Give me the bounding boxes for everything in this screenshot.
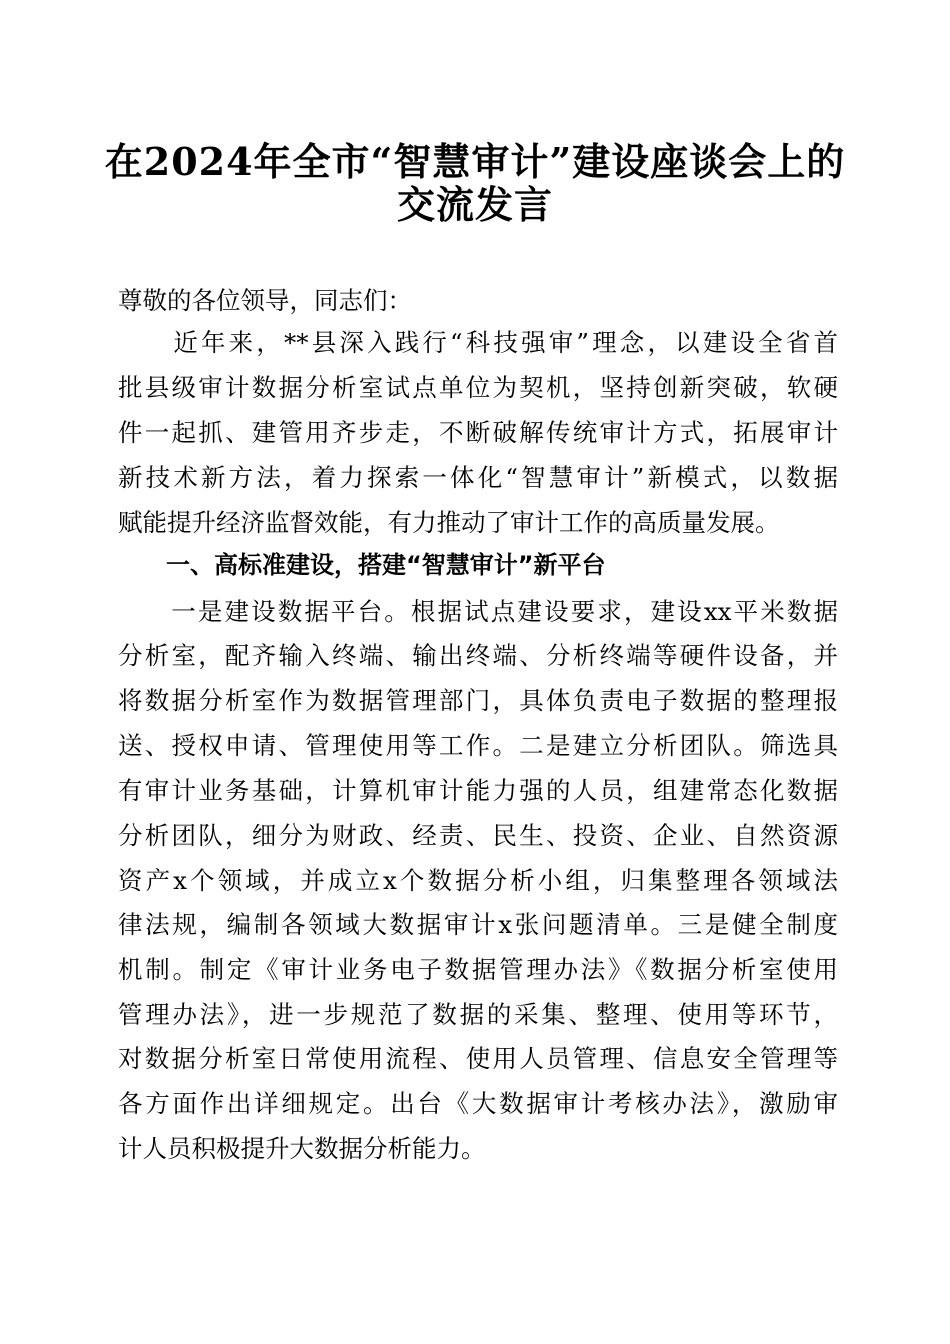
paragraph-line: 赋能提升经济监督效能，有力推动了审计工作的高质量发展。 [118, 508, 780, 537]
paragraph-line: 分析团队，细分为财政、经责、民生、投资、企业、自然资源 [118, 821, 838, 850]
paragraph-line: 一是建设数据平台。根据试点建设要求，建设xx平米数据 [118, 597, 838, 626]
paragraph-line: 律法规，编制各领域大数据审计x张问题清单。三是健全制度 [118, 910, 838, 939]
document-title-line-2: 交流发言 [396, 182, 553, 227]
paragraph-line: 管理办法》，进一步规范了数据的采集、整理、使用等环节， [118, 1000, 838, 1029]
paragraph-line: 计人员积极提升大数据分析能力。 [118, 1134, 486, 1163]
paragraph-line: 近年来，**县深入践行“科技强审”理念，以建设全省首 [118, 328, 838, 357]
paragraph-line: 资产x个领域，并成立x个数据分析小组，归集整理各领域法 [118, 866, 838, 895]
paragraph-line: 送、授权申请、管理使用等工作。二是建立分析团队。筛选具 [118, 731, 838, 760]
paragraph-line: 对数据分析室日常使用流程、使用人员管理、信息安全管理等 [118, 1044, 838, 1073]
paragraph-line: 件一起抓、建管用齐步走，不断破解传统审计方式，拓展审计 [118, 418, 838, 447]
salutation: 尊敬的各位领导，同志们： [118, 286, 412, 315]
paragraph-line: 新技术新方法，着力探索一体化“智慧审计”新模式，以数据 [118, 463, 838, 492]
paragraph-line: 分析室，配齐输入终端、输出终端、分析终端等硬件设备，并 [118, 641, 838, 670]
paragraph-line: 批县级审计数据分析室试点单位为契机，坚持创新突破，软硬 [118, 373, 838, 402]
paragraph-line: 各方面作出详细规定。出台《大数据审计考核办法》，激励审 [118, 1089, 838, 1118]
paragraph-line: 将数据分析室作为数据管理部门，具体负责电子数据的整理报 [118, 686, 838, 715]
paragraph-line: 机制。制定《审计业务电子数据管理办法》《数据分析室使用 [118, 955, 838, 984]
document-title-line-1: 在2024年全市“智慧审计”建设座谈会上的 [104, 139, 846, 184]
paragraph-line: 有审计业务基础，计算机审计能力强的人员，组建常态化数据 [118, 776, 838, 805]
section-heading: 一、高标准建设，搭建“智慧审计”新平台 [118, 551, 606, 579]
